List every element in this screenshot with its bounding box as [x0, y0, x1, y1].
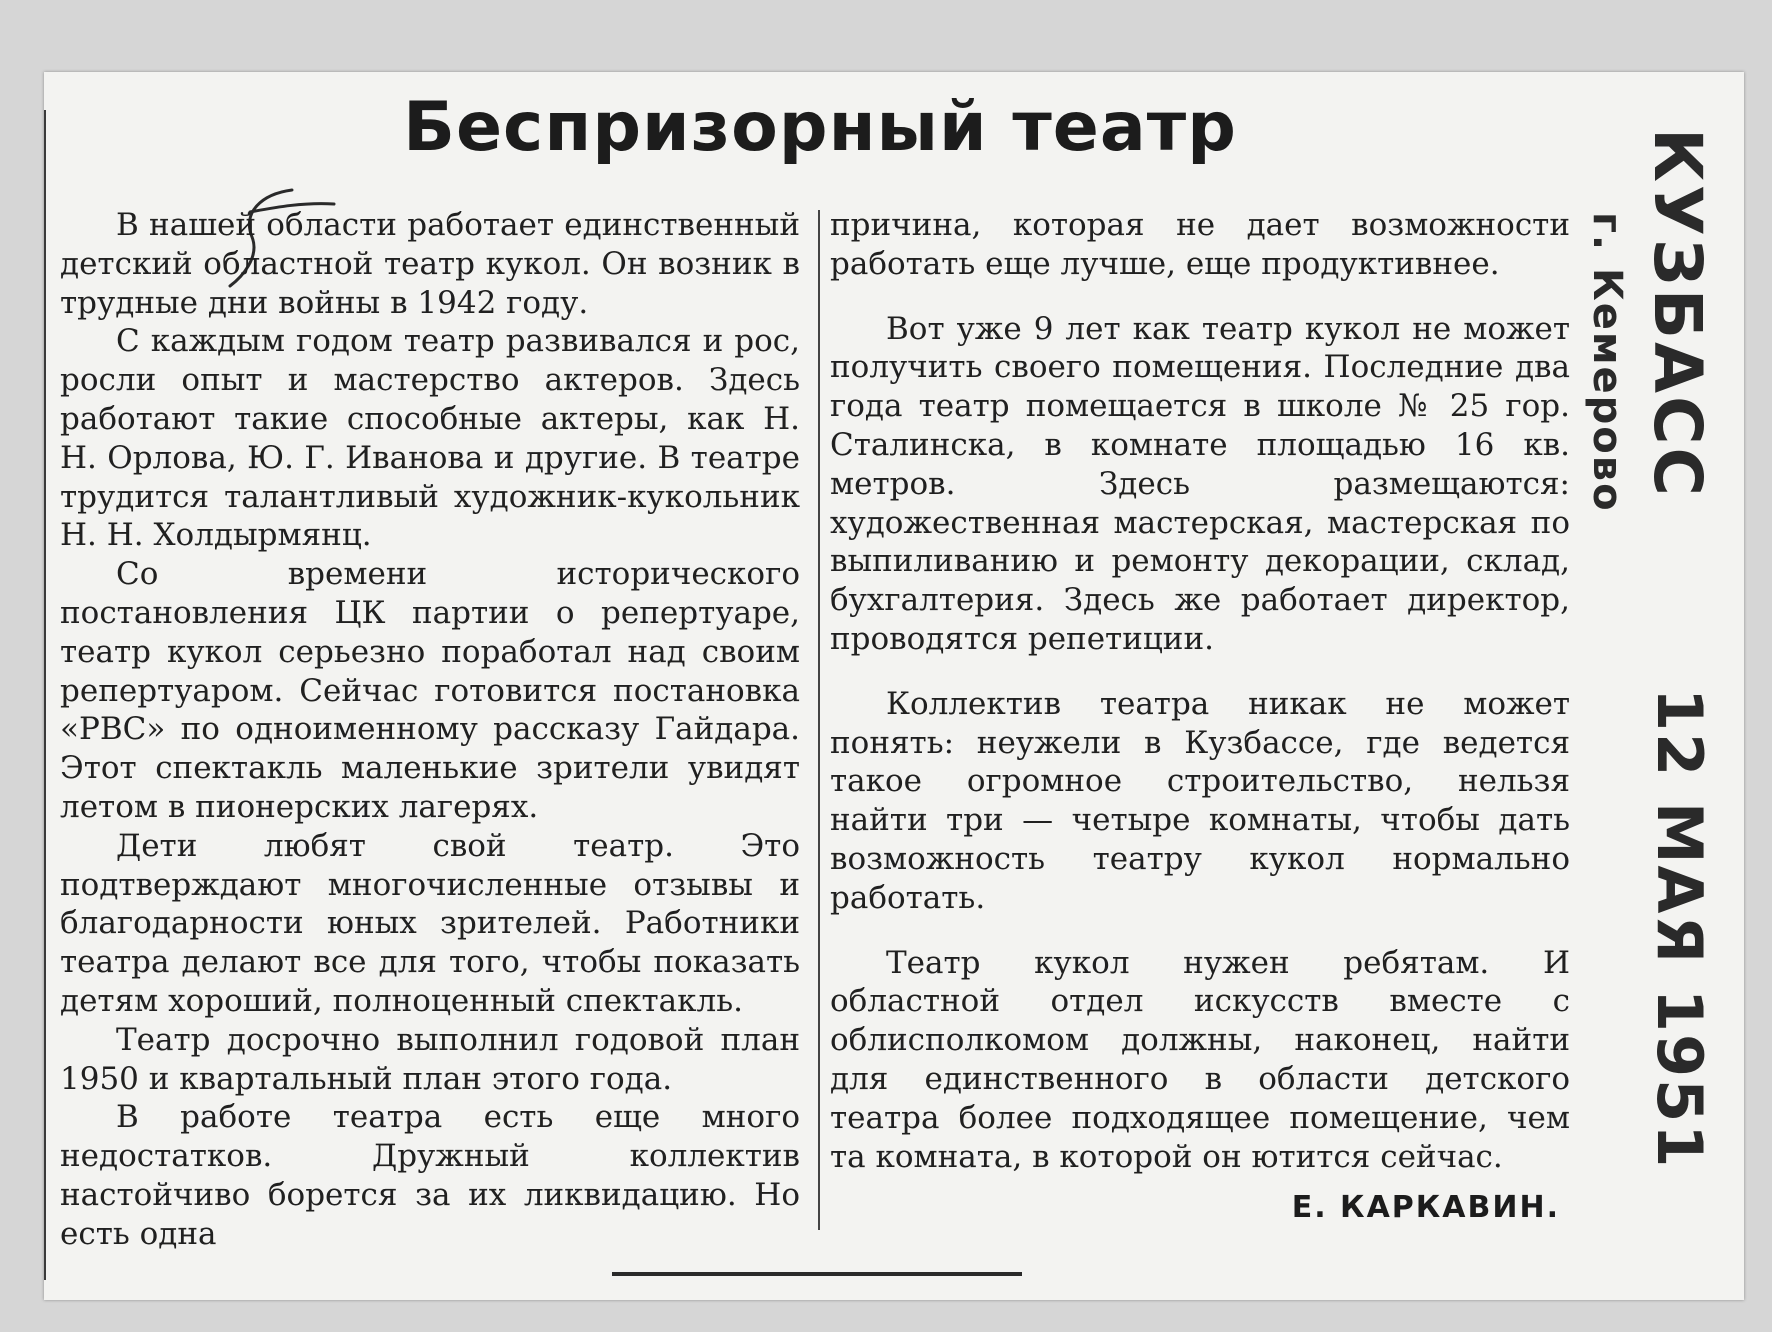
paragraph: В нашей области работает единственный детский областной театр кукол. Он возник в трудные дни войны в 1942 году.	[60, 207, 800, 321]
column-divider	[818, 210, 820, 1230]
paragraph: Театр кукол нужен ребятам. И областной отдел искусств вместе с облисполкомом должны, наконец, найти для единственного в области детского театра более подходящее помещение, чем та комната, в которой он ютится сейчас.	[830, 944, 1570, 1175]
newspaper-stamp-date: 12 МАЯ 1951	[1643, 688, 1716, 1170]
author-signature: Е. КАРКАВИН.	[1291, 1190, 1560, 1225]
paragraph: причина, которая не дает возможности работать еще лучше, еще продуктивнее.	[830, 207, 1570, 282]
paragraph: Со времени исторического постановления ЦК партии о репертуаре, театр кукол серьезно поработал над своим репертуаром. Сейчас готовится постановка «РВС» по одноименному рассказу Гайдара. Этот спектакль маленькие зрители увидят летом в пионерских лагерях.	[60, 556, 800, 825]
paragraph: Вот уже 9 лет как театр кукол не может получить своего помещения. Последние два года театр помещается в школе № 25 гор. Сталинска, в комнате площадью 16 кв. метров. Здесь размещаются: художественная мастерская, мастерская по выпиливанию и ремонту декорации, склад, бухгалтерия. Здесь же работает директор, проводятся репетиции.	[830, 310, 1570, 657]
newspaper-stamp-name: КУЗБАСС	[1639, 128, 1716, 499]
paragraph: Дети любят свой театр. Это подтверждают многочисленные отзывы и благодарности юных зрителей. Работники театра делают все для того, чтобы показать детям хороший, полноценный спектакль.	[60, 827, 800, 1019]
article-right-column	[830, 206, 1570, 1176]
newspaper-stamp-city: г. Кемерово	[1584, 212, 1630, 513]
paragraph: Коллектив театра никак не может понять: неужели в Кузбассе, где ведется такое огромное строительство, нельзя найти три — четыре комнаты, чтобы дать возможность театру кукол нормально работать.	[830, 685, 1570, 916]
end-rule	[612, 1272, 1022, 1276]
paragraph: В работе театра есть еще много недостатков. Дружный коллектив настойчиво борется за их ликвидацию. Но есть одна	[60, 1099, 800, 1252]
article-title: Беспризорный театр	[403, 88, 1237, 167]
article-left-column	[60, 206, 800, 1254]
paragraph: С каждым годом театр развивался и рос, росли опыт и мастерство актеров. Здесь работают такие способные актеры, как Н. Н. Орлова, Ю. Г. Иванова и другие. В театре трудится талантливый художник-кукольник Н. Н. Холдырмянц.	[60, 323, 800, 554]
paragraph: Театр досрочно выполнил годовой план 1950 и квартальный план этого года.	[60, 1021, 800, 1097]
left-edge-rule	[44, 110, 46, 1280]
